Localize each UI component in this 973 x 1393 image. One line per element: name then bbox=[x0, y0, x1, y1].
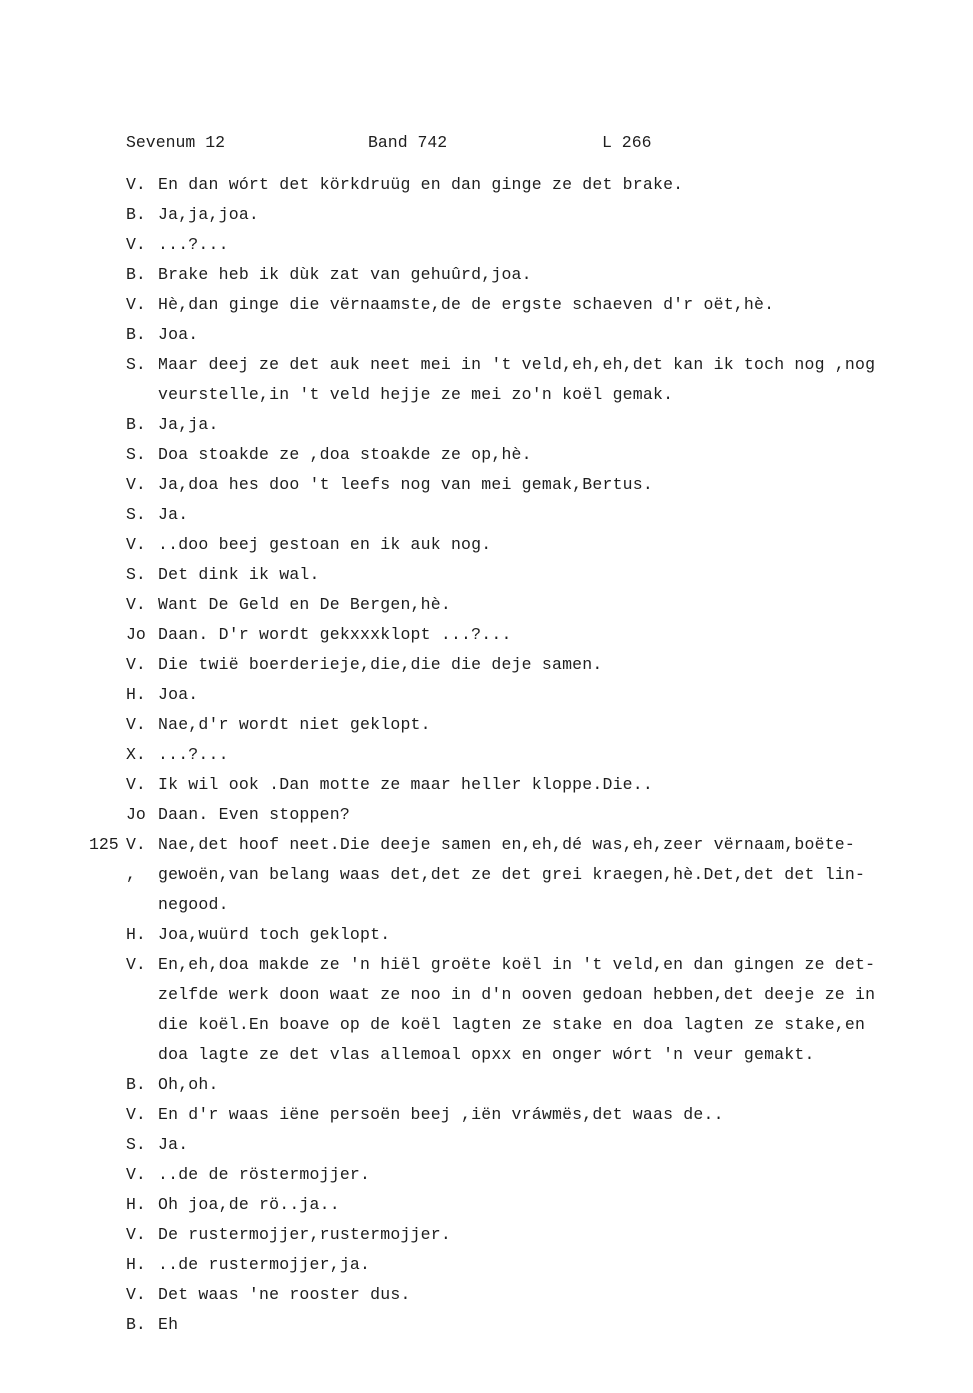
transcript-line bbox=[126, 650, 886, 680]
utterance-text: Brake heb ik dùk zat van gehuûrd,joa. bbox=[158, 265, 532, 284]
transcript-line bbox=[126, 1040, 886, 1070]
speaker-label: S. bbox=[126, 1135, 146, 1154]
speaker-label: B. bbox=[126, 265, 146, 284]
transcript-line bbox=[126, 740, 886, 770]
transcript-line bbox=[126, 680, 886, 710]
speaker-label: V. bbox=[126, 475, 146, 494]
transcript-line bbox=[126, 410, 886, 440]
utterance-text: Det waas 'ne rooster dus. bbox=[158, 1285, 411, 1304]
page-header bbox=[126, 133, 686, 157]
utterance-text: Det dink ik wal. bbox=[158, 565, 320, 584]
speaker-label: V. bbox=[126, 655, 146, 674]
speaker-label: V. bbox=[126, 955, 146, 974]
transcript-line bbox=[126, 170, 886, 200]
transcript-line bbox=[126, 1280, 886, 1310]
speaker-label: V. bbox=[126, 175, 146, 194]
transcript-line bbox=[126, 1190, 886, 1220]
transcript-line bbox=[126, 710, 886, 740]
speaker-label: V. bbox=[126, 1285, 146, 1304]
utterance-text: zelfde werk doon waat ze noo in d'n ooven gedoan hebben,det deeje ze in bbox=[158, 985, 876, 1004]
utterance-text: Want De Geld en De Bergen,hè. bbox=[158, 595, 451, 614]
speaker-label: V. bbox=[126, 775, 146, 794]
utterance-text: doa lagte ze det vlas allemoal opxx en onger wórt 'n veur gemakt. bbox=[158, 1045, 815, 1064]
header-place: Sevenum 12 bbox=[126, 133, 226, 152]
speaker-label: , bbox=[126, 865, 136, 884]
utterance-text: Ik wil ook .Dan motte ze maar heller kloppe.Die.. bbox=[158, 775, 653, 794]
transcript-line bbox=[126, 290, 886, 320]
speaker-label: V. bbox=[126, 1105, 146, 1124]
utterance-text: gewoën,van belang waas det,det ze det grei kraegen,hè.Det,det det lin- bbox=[158, 865, 866, 884]
speaker-label: B. bbox=[126, 415, 146, 434]
transcript-line bbox=[126, 1010, 886, 1040]
speaker-label: V. bbox=[126, 835, 146, 854]
speaker-label: S. bbox=[126, 445, 146, 464]
speaker-label: B. bbox=[126, 205, 146, 224]
utterance-text: Ja. bbox=[158, 1135, 189, 1154]
utterance-text: En d'r waas iëne persoën beej ,iën vráwmës,det waas de.. bbox=[158, 1105, 724, 1124]
utterance-text: Ja,doa hes doo 't leefs nog van mei gemak,Bertus. bbox=[158, 475, 653, 494]
transcript-line bbox=[126, 1250, 886, 1280]
transcript-line bbox=[126, 440, 886, 470]
utterance-text: En dan wórt det körkdruüg en dan ginge ze det brake. bbox=[158, 175, 684, 194]
utterance-text: ..de de röstermojjer. bbox=[158, 1165, 371, 1184]
speaker-label: B. bbox=[126, 1315, 146, 1334]
transcript-line bbox=[89, 830, 886, 860]
speaker-label: V. bbox=[126, 595, 146, 614]
utterance-text: Nae,d'r wordt niet geklopt. bbox=[158, 715, 431, 734]
transcript-line bbox=[126, 500, 886, 530]
utterance-text: Ja,ja. bbox=[158, 415, 219, 434]
header-page-number: L 266 bbox=[602, 133, 652, 152]
transcript-line bbox=[126, 260, 886, 290]
transcript-line bbox=[126, 200, 886, 230]
transcript-line bbox=[126, 800, 886, 830]
transcript-line bbox=[126, 950, 886, 980]
utterance-text: Eh bbox=[158, 1315, 179, 1334]
utterance-text: Joa,wuürd toch geklopt. bbox=[158, 925, 391, 944]
transcript-line bbox=[126, 860, 886, 890]
speaker-label: B. bbox=[126, 325, 146, 344]
utterance-text: Daan. D'r wordt gekxxxklopt ...?... bbox=[158, 625, 512, 644]
transcript-line bbox=[126, 980, 886, 1010]
transcript-line bbox=[126, 350, 886, 380]
transcript-line bbox=[126, 620, 886, 650]
utterance-text: Joa. bbox=[158, 325, 199, 344]
speaker-label: V. bbox=[126, 1165, 146, 1184]
utterance-text: Daan. Even stoppen? bbox=[158, 805, 350, 824]
speaker-label: Jo bbox=[126, 625, 146, 644]
transcript-line bbox=[126, 230, 886, 260]
utterance-text: Joa. bbox=[158, 685, 199, 704]
utterance-text: ..de rustermojjer,ja. bbox=[158, 1255, 371, 1274]
line-number: 125 bbox=[89, 835, 119, 854]
transcript-line bbox=[126, 590, 886, 620]
transcript-line bbox=[126, 470, 886, 500]
utterance-text: negood. bbox=[158, 895, 229, 914]
utterance-text: Doa stoakde ze ,doa stoakde ze op,hè. bbox=[158, 445, 532, 464]
speaker-label: V. bbox=[126, 235, 146, 254]
transcript-line bbox=[126, 1100, 886, 1130]
transcript-line bbox=[126, 380, 886, 410]
utterance-text: En,eh,doa makde ze 'n hiël groëte koël in 't veld,en dan gingen ze det- bbox=[158, 955, 876, 974]
transcript-line bbox=[126, 890, 886, 920]
transcript-line bbox=[126, 1160, 886, 1190]
speaker-label: V. bbox=[126, 715, 146, 734]
utterance-text: Maar deej ze det auk neet mei in 't veld,eh,eh,det kan ik toch nog ,nog bbox=[158, 355, 876, 374]
speaker-label: H. bbox=[126, 1255, 146, 1274]
speaker-label: V. bbox=[126, 535, 146, 554]
transcript-line bbox=[126, 530, 886, 560]
transcript-line bbox=[126, 320, 886, 350]
utterance-text: Oh,oh. bbox=[158, 1075, 219, 1094]
transcript bbox=[89, 170, 886, 1340]
transcript-line bbox=[126, 1310, 886, 1340]
header-band: Band 742 bbox=[368, 133, 448, 152]
speaker-label: S. bbox=[126, 505, 146, 524]
speaker-label: H. bbox=[126, 925, 146, 944]
transcript-line bbox=[126, 1220, 886, 1250]
utterance-text: ...?... bbox=[158, 235, 229, 254]
speaker-label: H. bbox=[126, 1195, 146, 1214]
transcript-line bbox=[126, 1130, 886, 1160]
utterance-text: veurstelle,in 't veld hejje ze mei zo'n koël gemak. bbox=[158, 385, 674, 404]
utterance-text: Ja. bbox=[158, 505, 189, 524]
speaker-label: V. bbox=[126, 295, 146, 314]
transcript-line bbox=[126, 920, 886, 950]
speaker-label: H. bbox=[126, 685, 146, 704]
speaker-label: S. bbox=[126, 565, 146, 584]
utterance-text: De rustermojjer,rustermojjer. bbox=[158, 1225, 451, 1244]
transcript-line bbox=[126, 770, 886, 800]
transcript-line bbox=[126, 1070, 886, 1100]
speaker-label: Jo bbox=[126, 805, 146, 824]
speaker-label: S. bbox=[126, 355, 146, 374]
utterance-text: Hè,dan ginge die vërnaamste,de de ergste schaeven d'r oët,hè. bbox=[158, 295, 775, 314]
speaker-label: X. bbox=[126, 745, 146, 764]
transcript-line bbox=[126, 560, 886, 590]
speaker-label: B. bbox=[126, 1075, 146, 1094]
utterance-text: Ja,ja,joa. bbox=[158, 205, 260, 224]
utterance-text: ..doo beej gestoan en ik auk nog. bbox=[158, 535, 492, 554]
utterance-text: Die twië boerderieje,die,die die deje samen. bbox=[158, 655, 603, 674]
utterance-text: Oh joa,de rö..ja.. bbox=[158, 1195, 340, 1214]
utterance-text: Nae,det hoof neet.Die deeje samen en,eh,dé was,eh,zeer vërnaam,boëte- bbox=[158, 835, 856, 854]
utterance-text: die koël.En boave op de koël lagten ze stake en doa lagten ze stake,en bbox=[158, 1015, 866, 1034]
utterance-text: ...?... bbox=[158, 745, 229, 764]
speaker-label: V. bbox=[126, 1225, 146, 1244]
